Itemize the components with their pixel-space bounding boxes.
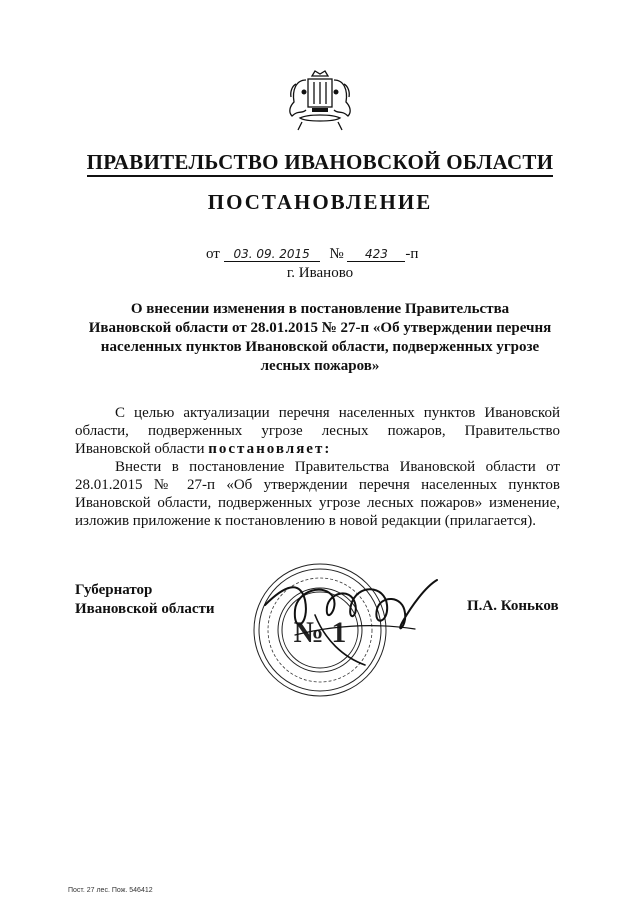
- subject-line: лесных пожаров»: [260, 358, 380, 374]
- paragraph: Внести в постановление Правительства Ивановской области от 28.01.2015 № 27-п «Об утверждении перечня населенных пунктов Ивановской области, подверженных угрозе лесных пожаров» изменение, изложив приложение к постановлению в новой редакции (прилагается).: [75, 459, 560, 529]
- subject-line: Ивановской области от 28.01.2015 № 27-п «Об утверждении перечня: [88, 320, 552, 336]
- date-number-line: [206, 246, 418, 263]
- subject-heading: [70, 300, 570, 376]
- subject-line: населенных пунктов Ивановской области, подверженных угрозе: [100, 339, 540, 355]
- paragraph-text: С целью актуализации перечня населенных пунктов Ивановской области, подверженных угрозе лесных пожаров, Правительство Ивановской области: [75, 405, 560, 457]
- paragraph: [75, 404, 560, 458]
- position-line: Ивановской области: [75, 601, 215, 617]
- number-value: 423: [347, 247, 405, 262]
- government-title: ПРАВИТЕЛЬСТВО ИВАНОВСКОЙ ОБЛАСТИ: [0, 150, 640, 175]
- coat-of-arms-icon: [282, 70, 358, 132]
- footer-note: Пост. 27 лес. Пож. 546412: [68, 887, 153, 894]
- resolution-word: постановляет:: [208, 441, 332, 457]
- city: г. Иваново: [286, 265, 354, 281]
- date-value: 03. 09. 2015: [224, 247, 320, 262]
- signatory-position: [75, 581, 215, 619]
- stamp-number: № 1: [293, 616, 347, 649]
- number-suffix: -п: [405, 246, 419, 262]
- signatory-name: П.А. Коньков: [467, 598, 559, 614]
- handwritten-signature-icon: [255, 565, 445, 675]
- position-line: Губернатор: [75, 582, 153, 598]
- body-text: [75, 404, 560, 530]
- document-type: ПОСТАНОВЛЕНИЕ: [207, 190, 433, 214]
- date-prefix: от: [206, 246, 220, 262]
- number-sign: №: [329, 246, 344, 262]
- subject-line: О внесении изменения в постановление Правительства: [130, 301, 510, 317]
